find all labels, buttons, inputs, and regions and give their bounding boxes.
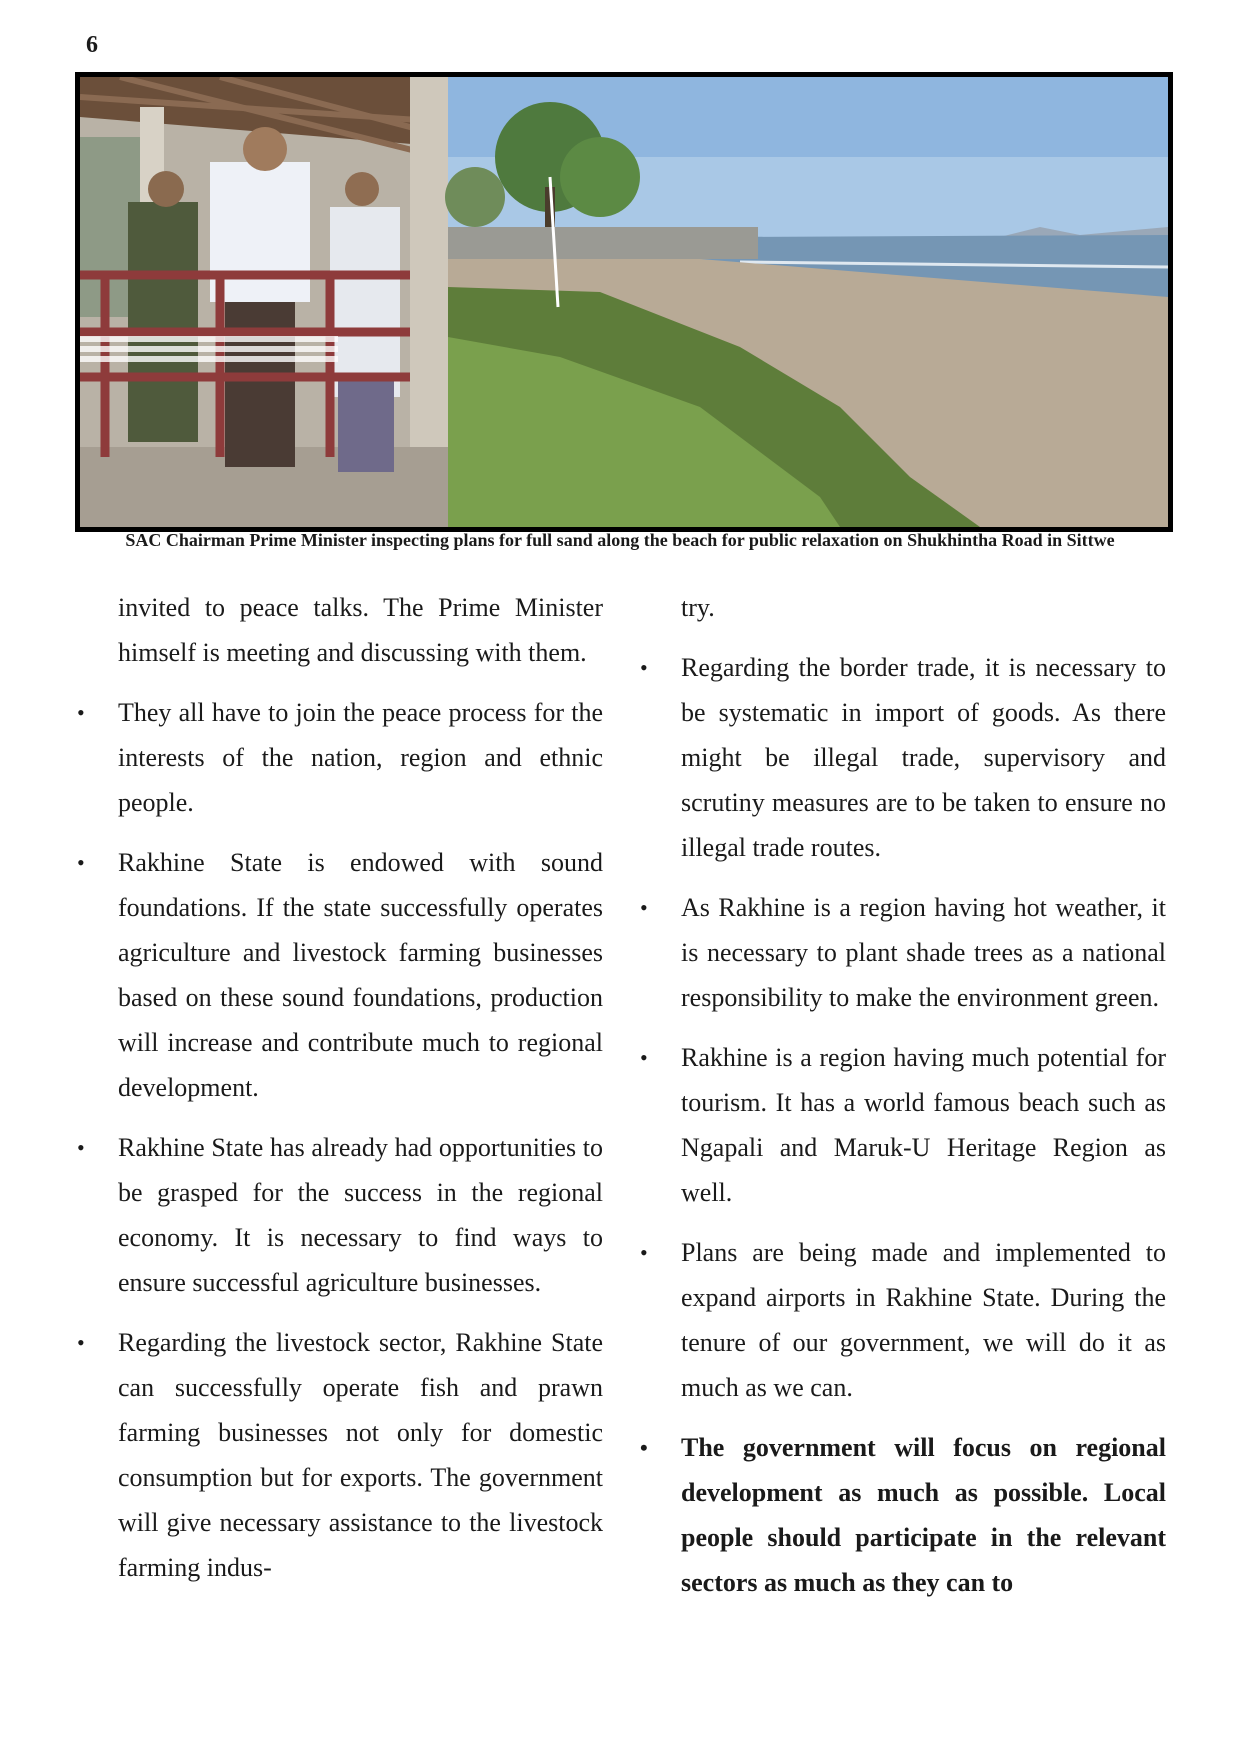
- bullet-item: • Rakhine State is endowed with sound foundations. If the state successfully operates agriculture and livestock farming businesses based on these sound foundations, production will increase and contribute much to regional development.: [118, 840, 603, 1110]
- photo-caption: SAC Chairman Prime Minister inspecting plans for full sand along the beach for public relaxation on Shukhintha Road in Sittwe: [125, 530, 1115, 550]
- bullet-item: • Plans are being made and implemented to expand airports in Rakhine State. During the tenure of our government, we will do it as much as we can.: [681, 1230, 1166, 1410]
- bold-bullet-item: • The government will focus on regional development as much as possible. Local people should participate in the relevant sectors as much as they can to: [681, 1425, 1166, 1605]
- page-number: 6: [86, 32, 98, 58]
- right-column: [681, 585, 1166, 1620]
- bullet-item: • They all have to join the peace process for the interests of the nation, region and ethnic people.: [118, 690, 603, 825]
- bullet-item: • As Rakhine is a region having hot weather, it is necessary to plant shade trees as a national responsibility to make the environment green.: [681, 885, 1166, 1020]
- left-column: [118, 585, 603, 1605]
- bullet-item: • Rakhine State has already had opportunities to be grasped for the success in the regional economy. It is necessary to find ways to ensure successful agriculture businesses.: [118, 1125, 603, 1305]
- bullet-item: • Regarding the border trade, it is necessary to be systematic in import of goods. As there might be illegal trade, supervisory and scrutiny measures are to be taken to ensure no illegal trade routes.: [681, 645, 1166, 870]
- pavilion-photo: [80, 77, 448, 527]
- continuation-text: try.: [681, 593, 715, 622]
- beach-photo: [445, 77, 1168, 527]
- continuation-text: invited to peace talks. The Prime Minister himself is meeting and discussing with them.: [118, 593, 603, 667]
- bullet-item: • Regarding the livestock sector, Rakhine State can successfully operate fish and prawn farming businesses not only for domestic consumption but for exports. The government will give necessary assistance to the livestock farming indus-: [118, 1320, 603, 1590]
- news-photo: [75, 72, 1173, 532]
- bullet-item: • Rakhine is a region having much potential for tourism. It has a world famous beach such as Ngapali and Maruk-U Heritage Region as well.: [681, 1035, 1166, 1215]
